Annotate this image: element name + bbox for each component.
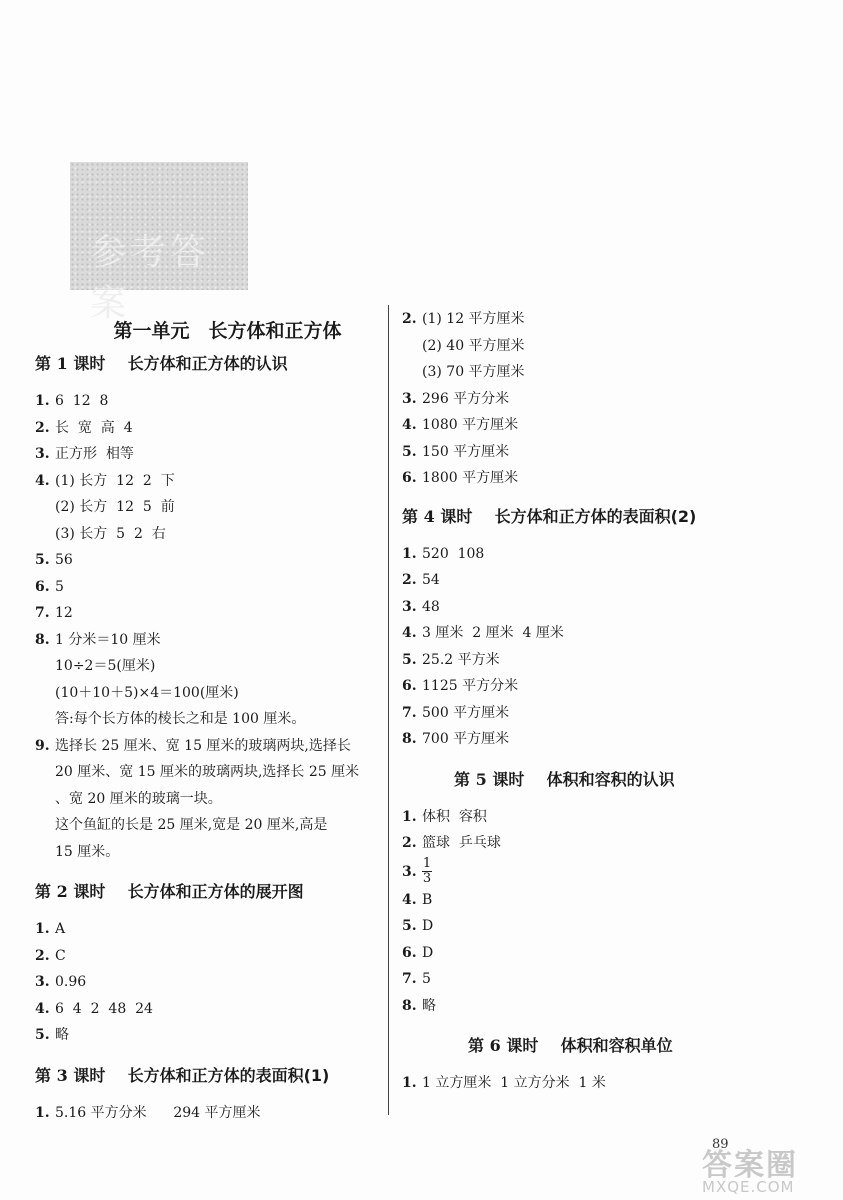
item-text: 正方形 相等 [55,446,134,462]
item-text: 3 厘米 2 厘米 4 厘米 [422,625,564,641]
answer-item [35,468,380,495]
item-text: 500 平方厘米 [422,704,510,721]
answer-item [402,966,742,993]
item-text: 选择长 25 厘米、宽 15 厘米的玻璃两块,选择长 [55,737,351,754]
answer-item [402,830,742,857]
item-number: 6. [35,578,50,595]
right-column [402,306,742,1097]
answer-item [402,940,742,967]
lesson-name: 长方体和正方体的表面积(2) [494,506,697,526]
item-text: (1) 12 平方厘米 [422,311,525,327]
answer-item [35,916,380,943]
unit-title: 第一单元 长方体和正方体 [113,320,342,342]
answer-item [402,620,742,647]
item-number: 3. [402,863,417,880]
site-watermark [702,1140,832,1195]
item-text: 1125 平方分米 [422,678,519,694]
item-number: 1. [402,1075,417,1091]
item-text: C [55,947,66,964]
lesson-number: 3 [56,1065,68,1085]
lesson-name: 体积和容积的认识 [546,769,675,789]
item-text: D [422,918,434,934]
answer-item [402,567,742,594]
lesson-5-title [402,767,742,790]
item-text: 150 平方厘米 [422,443,510,460]
item-text: 54 [422,572,440,588]
item-number: 4. [402,417,417,433]
lesson-suffix: 课时 [440,506,473,526]
fraction-denominator: 3 [422,870,432,886]
item-text: 篮球 乒乓球 [422,835,501,851]
answer-item [35,969,380,996]
answer-item [35,415,380,442]
answer-item [35,574,380,601]
lesson-4-title [402,504,742,527]
item-text: 1080 平方厘米 [422,417,519,433]
answer-subline: (3) 长方 5 2 右 [55,525,166,542]
answer-item [35,943,380,970]
answer-item [35,547,380,574]
lesson-number: 1 [56,354,68,373]
lesson-prefix: 第 [35,354,52,373]
page-number: 89 [712,1137,729,1152]
lesson-name: 体积和容积单位 [560,1036,673,1055]
item-number: 2. [35,419,50,436]
answer-item [402,887,742,914]
answer-item [35,600,380,627]
item-text: 56 [55,552,73,568]
item-text: 长 宽 高 4 [55,419,133,436]
answer-item [402,647,742,674]
lesson-prefix: 第 [468,1036,485,1055]
item-number: 1. [35,921,50,937]
answer-item [402,306,742,333]
answer-item [402,541,742,568]
item-text: 12 [55,605,73,621]
lesson-suffix: 课时 [506,1036,539,1055]
answer-item [35,1100,380,1127]
lesson-suffix: 课时 [73,1065,106,1085]
item-number: 1. [402,545,417,562]
lesson-1-title [35,351,380,374]
lesson-name: 长方体和正方体的展开图 [127,882,304,901]
lesson-suffix: 课时 [73,354,106,373]
item-text: 700 平方厘米 [422,731,510,747]
answer-item [402,412,742,439]
item-number: 2. [402,311,417,327]
column-divider [388,305,389,1115]
item-text: 1 立方厘米 1 立方分米 1 米 [422,1075,606,1091]
answer-subline: (2) 40 平方厘米 [422,337,525,354]
answer-item [402,386,742,413]
item-number: 6. [402,678,417,694]
item-number: 4. [402,625,417,641]
answer-subline: 15 厘米。 [55,843,120,860]
answer-item [402,465,742,492]
lesson-prefix: 第 [454,769,471,789]
item-number: 8. [402,997,417,1014]
item-text: 520 108 [422,545,485,562]
answer-item [35,1022,380,1049]
answer-subline: (3) 70 平方厘米 [422,364,525,380]
item-number: 5. [402,918,417,934]
item-text: B [422,891,433,908]
item-number: 6. [402,470,417,486]
item-text: D [422,944,434,961]
lesson-2-title [35,879,380,902]
item-text: 体积 容积 [422,808,487,825]
answer-item [35,441,380,468]
item-number: 1. [402,808,417,825]
item-text: 5.16 平方分米 294 平方厘米 [55,1104,261,1121]
answer-item [402,993,742,1020]
answer-item [402,804,742,831]
answer-key-logo [70,162,248,324]
answer-subline: 10÷2＝5(厘米) [55,658,156,674]
answer-subline: 这个鱼缸的长是 25 厘米,宽是 20 厘米,高是 [55,817,328,833]
item-number: 5. [35,552,50,568]
lesson-number: 4 [423,506,435,526]
lesson-6-title [402,1033,742,1056]
item-text: 5 [55,578,64,595]
item-number: 3. [35,974,50,990]
item-number: 7. [35,605,50,621]
answer-item [402,594,742,621]
answer-subline: 、宽 20 厘米的玻璃一块。 [55,790,222,807]
item-text: 1800 平方厘米 [422,470,519,486]
item-text: 1 分米＝10 厘米 [55,631,161,648]
answer-subline: 20 厘米、宽 15 厘米的玻璃两块,选择长 25 厘米 [55,764,360,780]
item-text: 0.96 [55,974,87,990]
answer-item [402,673,742,700]
item-text: A [55,921,66,937]
left-column [35,312,380,1126]
item-number: 8. [35,631,50,648]
item-number: 2. [402,572,417,588]
item-number: 8. [402,731,417,747]
item-number: 4. [35,1000,50,1017]
logo-text: 参考答案 [90,232,211,324]
answer-item [402,726,742,753]
item-number: 4. [35,472,50,489]
lesson-prefix: 第 [402,506,419,526]
lesson-prefix: 第 [35,882,52,901]
lesson-prefix: 第 [35,1065,52,1085]
item-text: 6 4 2 48 24 [55,1000,153,1017]
item-text: 296 平方分米 [422,390,510,407]
answer-item [402,913,742,940]
item-text: 5 [422,971,431,987]
item-text: (1) 长方 12 2 下 [55,472,175,489]
lesson-name: 长方体和正方体的认识 [127,354,288,373]
item-number: 3. [402,598,417,615]
answer-subline: 答:每个长方体的棱长之和是 100 厘米。 [55,711,306,727]
lesson-suffix: 课时 [73,882,106,901]
answer-subline: (2) 长方 12 5 前 [55,499,175,515]
lesson-number: 5 [475,769,487,789]
item-number: 1. [35,393,50,409]
fraction-numerator: 1 [422,855,432,871]
item-number: 4. [402,891,417,908]
item-text: 略 [422,997,436,1014]
answer-item [35,996,380,1023]
lesson-number: 6 [489,1036,501,1055]
item-number: 2. [35,947,50,964]
answer-item [402,857,742,887]
lesson-suffix: 课时 [492,769,525,789]
watermark-url: MXQE.COM [702,1178,795,1196]
lesson-name: 长方体和正方体的表面积(1) [127,1065,330,1085]
item-number: 6. [402,944,417,961]
item-number: 2. [402,835,417,851]
answer-item [402,439,742,466]
item-number: 7. [402,704,417,721]
item-number: 9. [35,737,50,754]
answer-item [35,388,380,415]
lesson-number: 2 [56,882,68,901]
item-number: 7. [402,971,417,987]
item-number: 1. [35,1104,50,1121]
answer-item [402,700,742,727]
answer-item [402,1070,742,1097]
answer-item [35,733,380,760]
answer-subline: (10＋10＋5)×4＝100(厘米) [55,684,239,701]
item-text: 略 [55,1027,69,1043]
item-number: 5. [35,1027,50,1043]
fraction [422,857,432,887]
watermark-logo-text: 答案圈 [702,1148,798,1183]
item-number: 3. [402,390,417,407]
item-text: 6 12 8 [55,393,109,409]
item-number: 3. [35,446,50,462]
item-text: 25.2 平方米 [422,651,500,668]
item-number: 5. [402,651,417,668]
lesson-3-title [35,1063,380,1086]
item-number: 5. [402,443,417,460]
item-text: 48 [422,598,440,615]
answer-item [35,627,380,654]
